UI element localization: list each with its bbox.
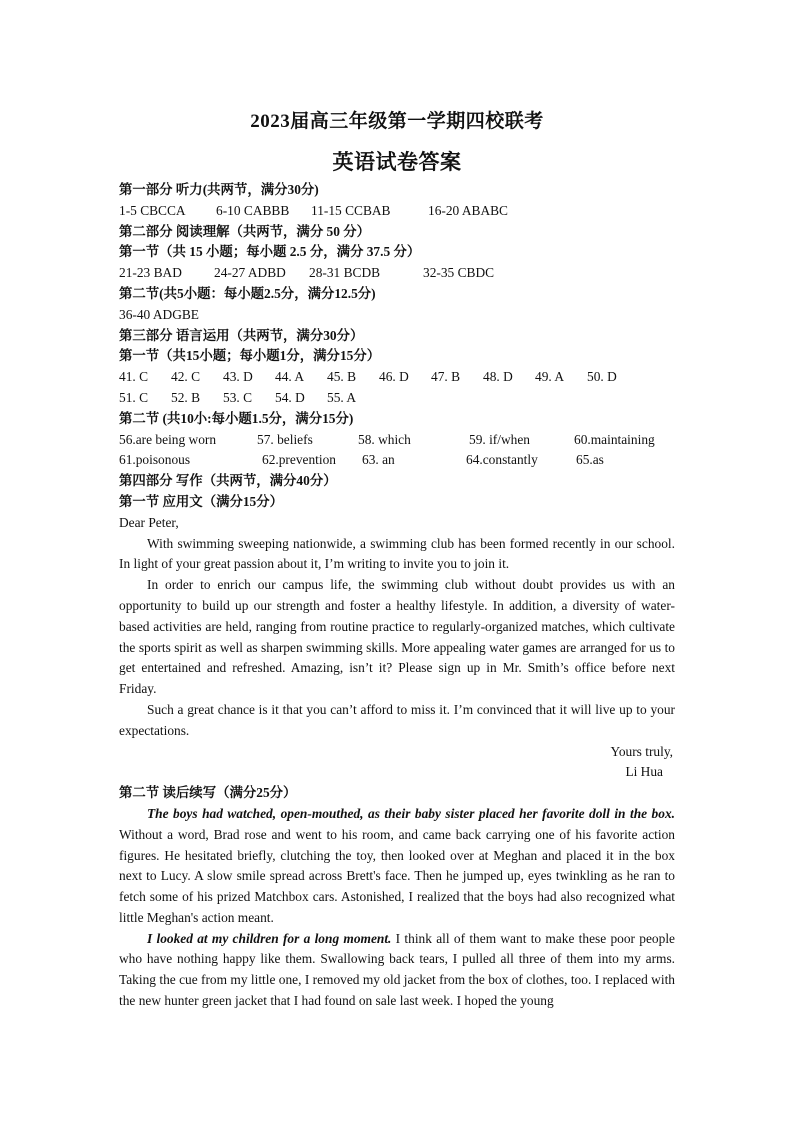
answer-group: 24-27 ADBD: [214, 265, 286, 281]
letter-greeting: Dear Peter,: [119, 514, 179, 530]
cloze-answer: 41. C: [119, 369, 149, 385]
grammar-answer: 59. if/when: [469, 431, 530, 447]
part4-heading: 第四部分 写作（共两节，满分40分）: [119, 473, 337, 489]
part3-section1-row1: [119, 367, 675, 388]
part3-section2-heading: 第二节 (共10小:每小题1.5分，满分15分): [119, 410, 354, 426]
grammar-answer: 62.prevention: [262, 452, 337, 468]
grammar-answer: 60.maintaining: [574, 431, 655, 447]
grammar-answer: 56.are being worn: [119, 431, 217, 447]
answer-group: 1-5 CBCCA: [119, 202, 186, 218]
answer-group: 32-35 CBDC: [423, 265, 495, 281]
part3-section2-row2: [119, 450, 675, 471]
cloze-answer: 53. C: [223, 389, 253, 405]
part2-section2-answers: 36-40 ADGBE: [119, 306, 199, 322]
cloze-answer: 50. D: [587, 369, 617, 385]
cloze-answer: 46. D: [379, 369, 409, 385]
grammar-answer: 64.constantly: [466, 452, 538, 468]
cloze-answer: 45. B: [327, 369, 357, 385]
document-body: [119, 180, 675, 1012]
cloze-answer: 49. A: [535, 369, 565, 385]
cloze-answer: 55. A: [327, 389, 357, 405]
story-paragraph-2: [119, 929, 675, 1012]
letter-closing: Yours truly,: [610, 743, 673, 759]
cloze-answer: 42. C: [171, 369, 201, 385]
letter-paragraph: In order to enrich our campus life, the swimming club without doubt provides us with an opportunity to build up our strength and foster a healthy lifestyle. In addition, a diversity of water-based activities are held, ranging from routine practice to regularly-organized matches, which cultivate the sports spirit as well as sharpen swimming skills. More appealing water games are arranged for us to get entertained and refreshed. Amazing, isn’t it? Please sign up in Mr. Smith’s office before next Friday.: [119, 577, 675, 697]
part1-heading: 第一部分 听力(共两节，满分30分): [119, 182, 319, 197]
part2-section2-heading: 第二节(共5小题：每小题2.5分，满分12.5分): [119, 285, 376, 301]
grammar-answer: 57. beliefs: [257, 431, 313, 447]
part3-heading: 第三部分 语言运用（共两节，满分30分）: [119, 327, 364, 343]
answer-group: 11-15 CCBAB: [311, 202, 391, 218]
grammar-answer: 65.as: [576, 452, 604, 468]
answer-group: 21-23 BAD: [119, 265, 182, 281]
letter-paragraph: With swimming sweeping nationwide, a swimming club has been formed recently in our school. In light of your great passion about it, I’m writing to invite you to join it.: [119, 535, 675, 572]
grammar-answer: 63. an: [362, 452, 395, 468]
cloze-answer: 51. C: [119, 389, 149, 405]
letter-paragraph: Such a great chance is it that you can’t afford to miss it. I’m convinced that it will live up to your expectations.: [119, 701, 675, 738]
answer-group: 16-20 ABABC: [428, 202, 508, 218]
cloze-answer: 52. B: [171, 389, 201, 405]
part4-section2-heading: 第二节 读后续写（满分25分）: [119, 785, 297, 801]
story-lead-sentence: The boys had watched, open-mouthed, as their baby sister placed her favorite doll in the box.: [147, 805, 675, 821]
part3-section1-row2: [119, 388, 675, 409]
story-paragraph-1: [119, 804, 675, 929]
answer-group: 6-10 CABBB: [216, 202, 290, 218]
cloze-answer: 44. A: [275, 369, 305, 385]
story-body: I think all of them want to make these poor people who have nothing happy like them. Swallowing back tears, I pulled all three of them into my arms. Taking the cue from my little one, I removed my old jacket from the box of clothes, too. I replaced with the new hunter green jacket that I had found on sale last week. I hoped the young: [119, 930, 675, 1009]
story-body: Without a word, Brad rose and went to his room, and came back carrying one of his favorite action figures. He hesitated briefly, clutching the toy, then looked over at Meghan and placed it in the box next to Lucy. A slow smile spread across Brett's face. Then he jumped up, eyes twinkling as he ran to fetch some of his prized Matchbox cars. Astonished, I realized that the boys had also recognized what little Meghan's action meant.: [119, 826, 675, 925]
answer-group: 28-31 BCDB: [309, 265, 381, 281]
part2-heading: 第二部分 阅读理解（共两节，满分 50 分）: [119, 223, 371, 239]
cloze-answer: 48. D: [483, 369, 513, 385]
grammar-answer: 61.poisonous: [119, 452, 191, 468]
grammar-answer: 58. which: [358, 431, 411, 447]
cloze-answer: 47. B: [431, 369, 461, 385]
cloze-answer: 54. D: [275, 389, 305, 405]
page-subtitle: 英语试卷答案: [332, 150, 462, 174]
page-title: 2023届高三年级第一学期四校联考: [250, 111, 544, 132]
part3-section2-row1: [119, 430, 675, 451]
cloze-answer: 43. D: [223, 369, 253, 385]
letter-signature: Li Hua: [625, 764, 663, 780]
part4-section1-heading: 第一节 应用文（满分15分）: [119, 493, 284, 509]
part3-section1-heading: 第一节（共15小题；每小题1分，满分15分）: [119, 348, 381, 364]
story-lead-sentence: I looked at my children for a long moment.: [147, 930, 392, 946]
part2-section1-answers: [119, 263, 675, 284]
part2-section1-heading: 第一节（共 15 小题；每小题 2.5 分，满分 37.5 分）: [119, 244, 421, 260]
part1-answers: [119, 201, 675, 222]
